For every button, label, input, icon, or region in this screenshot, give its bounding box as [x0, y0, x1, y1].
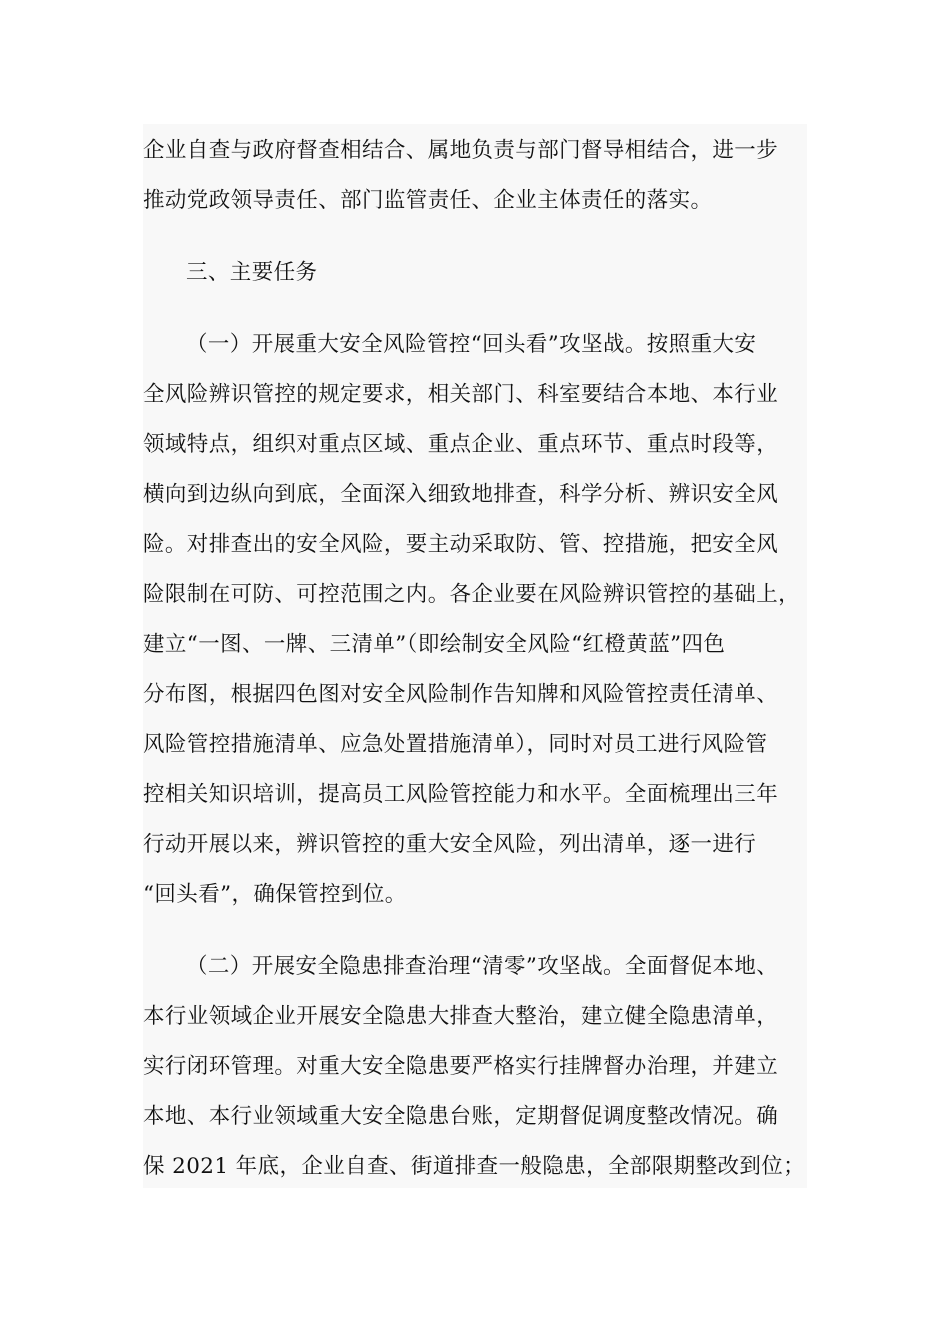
paragraph-line: 领域特点，组织对重点区域、重点企业、重点环节、重点时段等，	[143, 432, 779, 457]
section-heading: 三、主要任务	[186, 260, 318, 285]
paragraph-line: 推动党政领导责任、部门监管责任、企业主体责任的落实。	[143, 188, 713, 213]
paragraph-line: 企业自查与政府督查相结合、属地负责与部门督导相结合，进一步	[143, 138, 779, 163]
paragraph-line: 本行业领域企业开展安全隐患大排查大整治，建立健全隐患清单，	[143, 1004, 779, 1029]
paragraph-line: 分布图，根据四色图对安全风险制作告知牌和风险管控责任清单、	[143, 682, 779, 707]
paragraph-line: 横向到边纵向到底，全面深入细致地排查，科学分析、辨识安全风	[143, 482, 779, 507]
paragraph-line: “回头看”，确保管控到位。	[143, 882, 407, 907]
paragraph-line: 行动开展以来，辨识管控的重大安全风险，列出清单，逐一进行	[143, 832, 757, 857]
paragraph-line: 本地、本行业领域重大安全隐患台账，定期督促调度整改情况。确	[143, 1104, 779, 1129]
paragraph-line: 风险管控措施清单、应急处置措施清单），同时对员工进行风险管	[143, 732, 768, 757]
paragraph-line: （一）开展重大安全风险管控“回头看”攻坚战。按照重大安	[186, 332, 757, 357]
paragraph-line: 全风险辨识管控的规定要求，相关部门、科室要结合本地、本行业	[143, 382, 779, 407]
paragraph-line: 险限制在可防、可控范围之内。各企业要在风险辨识管控的基础上，	[143, 582, 801, 607]
paragraph-line: （二）开展安全隐患排查治理“清零”攻坚战。全面督促本地、	[186, 954, 779, 979]
paragraph-line: 控相关知识培训，提高员工风险管控能力和水平。全面梳理出三年	[143, 782, 779, 807]
paragraph-line: 实行闭环管理。对重大安全隐患要严格实行挂牌督办治理，并建立	[143, 1054, 779, 1079]
paragraph-line: 建立“一图、一牌、三清单”（即绘制安全风险“红橙黄蓝”四色	[143, 632, 726, 657]
paragraph-line: 险。对排查出的安全风险，要主动采取防、管、控措施，把安全风	[143, 532, 779, 557]
paragraph-line: 保 2021 年底，企业自查、街道排查一般隐患，全部限期整改到位；	[143, 1154, 806, 1179]
